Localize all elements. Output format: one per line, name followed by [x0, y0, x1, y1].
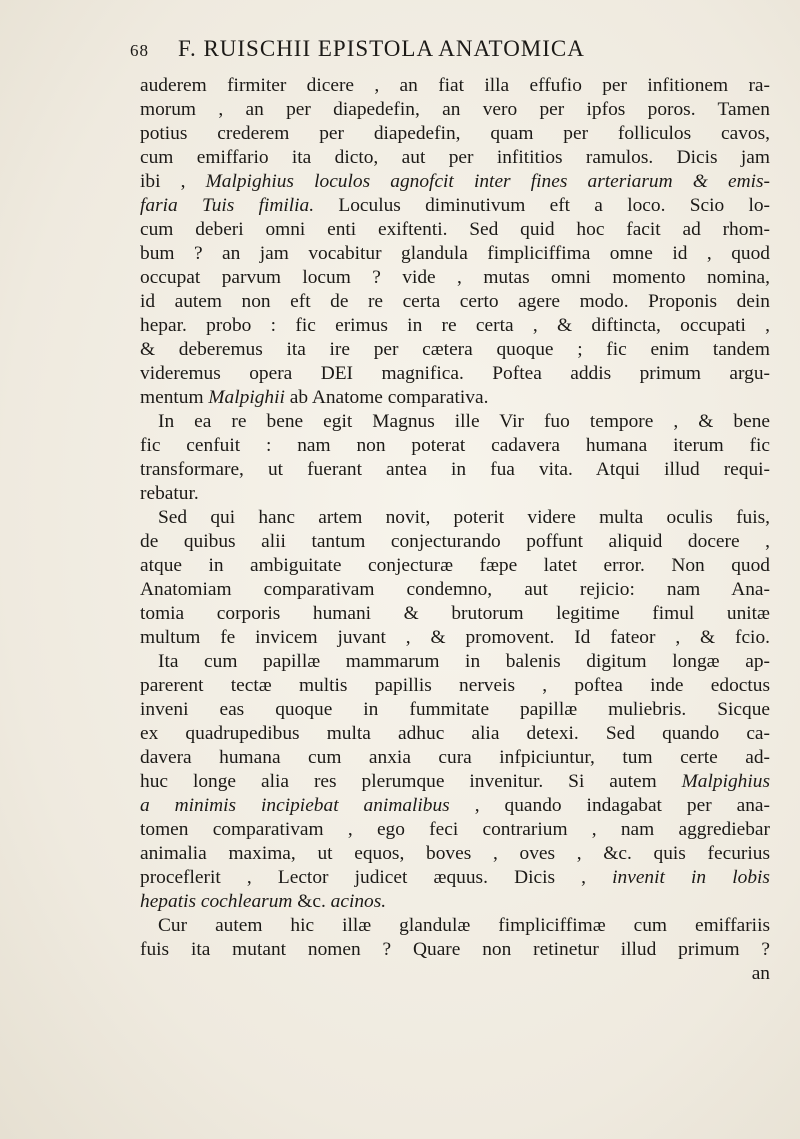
text-line	[140, 602, 770, 626]
text-line	[140, 914, 770, 938]
text-line	[140, 266, 770, 290]
text-span: tomia corporis humani & brutorum legitime fimul unitæ	[140, 603, 770, 624]
text-span: ibi ,	[140, 171, 206, 192]
text-span: Sed qui hanc artem novit, poterit videre multa oculis fuis,	[158, 507, 770, 528]
text-span: Cur autem hic illæ glandulæ fimpliciffimæ cum emiffariis	[158, 915, 770, 936]
text-line	[140, 506, 770, 530]
text-line	[140, 194, 770, 218]
text-span: potius crederem per diapedefin, quam per folliculos cavos,	[140, 123, 770, 144]
text-span: proceflerit , Lector judicet æquus. Dicis ,	[140, 867, 613, 888]
text-span: morum , an per diapedefin, an vero per ipfos poros. Tamen	[140, 99, 770, 120]
text-line	[140, 74, 770, 98]
text-line	[140, 434, 770, 458]
text-span: bum ? an jam vocabitur glandula fimpliciffima omne id , quod	[140, 243, 770, 264]
text-line	[140, 770, 770, 794]
italic-text: acinos.	[330, 891, 387, 912]
text-line	[140, 530, 770, 554]
text-line	[140, 794, 770, 818]
text-span: animalia maxima, ut equos, boves , oves , &c. quis fecurius	[140, 843, 770, 864]
text-line	[140, 362, 770, 386]
text-line	[140, 146, 770, 170]
text-span: ab Anatome comparativa.	[284, 387, 489, 408]
text-line	[140, 578, 770, 602]
text-span: & deberemus ita ire per cætera quoque ; fic enim tandem	[140, 339, 770, 360]
text-span: Anatomiam comparativam condemno, aut rejicio: nam Ana-	[140, 579, 770, 600]
page-number: 68	[130, 41, 149, 60]
text-span: id autem non eft de re certa certo agere modo. Proponis dein	[140, 291, 770, 312]
text-span: an	[751, 963, 770, 984]
text-line	[140, 866, 770, 890]
text-line	[140, 410, 770, 434]
text-span: Loculus diminutivum eft a loco. Scio lo-	[314, 195, 770, 216]
text-line	[140, 842, 770, 866]
text-span: huc longe alia res plerumque invenitur. Si autem	[140, 771, 682, 792]
text-span: hepar. probo : fic erimus in re certa , & diftincta, occupati ,	[140, 315, 770, 336]
text-line	[140, 554, 770, 578]
italic-text: Malpighii	[208, 387, 285, 408]
italic-text: a minimis incipiebat animalibus	[140, 795, 450, 816]
text-span: tomen comparativam , ego feci contrarium , nam aggrediebar	[140, 819, 770, 840]
text-span: &c.	[292, 891, 331, 912]
text-span: videremus opera DEI magnifica. Poftea addis primum argu-	[140, 363, 770, 384]
text-line	[140, 746, 770, 770]
text-span: rebatur.	[140, 483, 199, 504]
text-line	[140, 698, 770, 722]
page-header	[130, 36, 770, 62]
text-line	[140, 890, 770, 914]
text-span: auderem firmiter dicere , an fiat illa effufio per infitionem ra-	[140, 75, 770, 96]
text-span: , quando indagabat per ana-	[449, 795, 770, 816]
text-span: Ita cum papillæ mammarum in balenis digitum longæ ap-	[158, 651, 770, 672]
text-span: de quibus alii tantum conjecturando poffunt aliquid docere ,	[140, 531, 770, 552]
text-line	[140, 338, 770, 362]
italic-text: hepatis cochlearum	[140, 891, 293, 912]
italic-text: faria Tuis fimilia.	[140, 195, 315, 216]
text-span: fic cenfuit : nam non poterat cadavera humana iterum fic	[140, 435, 770, 456]
text-span: multum fe invicem juvant , & promovent. Id fateor , & fcio.	[140, 627, 770, 648]
text-span: In ea re bene egit Magnus ille Vir fuo tempore , & bene	[158, 411, 770, 432]
text-line	[140, 818, 770, 842]
text-line	[140, 218, 770, 242]
text-span: occupat parvum locum ? vide , mutas omni momento nomina,	[140, 267, 770, 288]
italic-text: Malpighius loculos agnofcit inter fines arteriarum & emis-	[205, 171, 770, 192]
text-span: davera humana cum anxia cura infpiciuntur, tum certe ad-	[140, 747, 770, 768]
italic-text: invenit in lobis	[612, 867, 770, 888]
text-line	[140, 386, 770, 410]
running-title: F. RUISCHII EPISTOLA ANATOMICA	[178, 36, 585, 61]
text-span: transformare, ut fuerant antea in fua vita. Atqui illud requi-	[140, 459, 770, 480]
text-span: parerent tectæ multis papillis nerveis , poftea inde edoctus	[140, 675, 770, 696]
text-span: cum deberi omni enti exiftenti. Sed quid hoc facit ad rhom-	[140, 219, 770, 240]
text-span: fuis ita mutant nomen ? Quare non retinetur illud primum ?	[140, 939, 770, 960]
text-line	[140, 722, 770, 746]
text-line	[140, 314, 770, 338]
text-span: ex quadrupedibus multa adhuc alia detexi. Sed quando ca-	[140, 723, 770, 744]
text-span: mentum	[140, 387, 209, 408]
text-line	[140, 482, 770, 506]
text-line	[140, 938, 770, 962]
text-line	[140, 170, 770, 194]
italic-text: Malpighius	[681, 771, 770, 792]
text-line	[140, 242, 770, 266]
text-line	[140, 674, 770, 698]
text-span: atque in ambiguitate conjecturæ fæpe latet error. Non quod	[140, 555, 770, 576]
text-line	[140, 290, 770, 314]
text-line	[140, 98, 770, 122]
text-line	[140, 626, 770, 650]
text-line	[140, 962, 770, 986]
text-line	[140, 458, 770, 482]
text-span: inveni eas quoque in fummitate papillæ muliebris. Sicque	[140, 699, 770, 720]
body-text	[140, 74, 770, 986]
text-line	[140, 122, 770, 146]
text-span: cum emiffario ita dicto, aut per infititios ramulos. Dicis jam	[140, 147, 770, 168]
text-line	[140, 650, 770, 674]
